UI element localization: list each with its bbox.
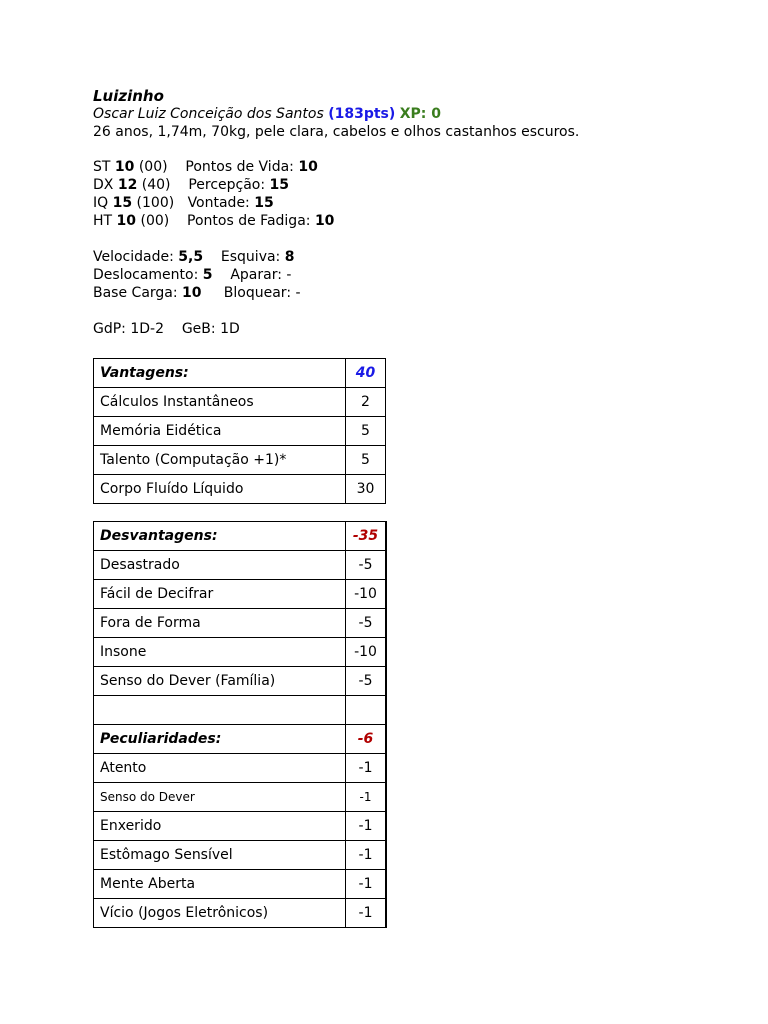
advantages-table — [93, 358, 386, 504]
advantage-cost: 5 — [346, 417, 386, 446]
empty-row — [94, 696, 387, 725]
character-name: Luizinho — [93, 87, 164, 105]
secondary-row-move: Deslocamento: 5 Aparar: - — [93, 267, 292, 283]
damage-line: GdP: 1D-2 GeB: 1D — [93, 321, 240, 337]
quirk-cost: -1 — [346, 899, 387, 928]
table-row — [94, 899, 387, 928]
disadvantages-header-row — [94, 522, 387, 551]
attribute-row-iq: IQ 15 (100) Vontade: 15 — [93, 195, 274, 211]
quirk-cost: -1 — [346, 870, 387, 899]
attributes-block — [93, 158, 334, 230]
quirk-name: Vício (Jogos Eletrônicos) — [94, 899, 346, 928]
advantages-header: Vantagens: — [94, 359, 346, 388]
xp-value: XP: 0 — [399, 106, 442, 122]
advantage-name: Talento (Computação +1)* — [94, 446, 346, 475]
table-row — [94, 841, 387, 870]
disadvantage-cost: -10 — [346, 638, 387, 667]
quirk-name: Estômago Sensível — [94, 841, 346, 870]
disadvantage-name: Senso do Dever (Família) — [94, 667, 346, 696]
attribute-row-dx: DX 12 (40) Percepção: 15 — [93, 177, 290, 193]
table-row — [94, 638, 387, 667]
quirk-cost: -1 — [346, 812, 387, 841]
disadvantage-name: Desastrado — [94, 551, 346, 580]
secondary-row-load: Base Carga: 10 Bloquear: - — [93, 285, 301, 301]
full-name: Oscar Luiz Conceição dos Santos — [93, 106, 324, 122]
character-subtitle — [93, 105, 441, 123]
quirk-cost: -1 — [346, 754, 387, 783]
character-description: 26 anos, 1,74m, 70kg, pele clara, cabelos e olhos castanhos escuros. — [93, 124, 580, 140]
advantage-name: Cálculos Instantâneos — [94, 388, 346, 417]
disadvantage-cost: -5 — [346, 551, 387, 580]
advantage-cost: 5 — [346, 446, 386, 475]
disadvantage-name: Fora de Forma — [94, 609, 346, 638]
disadvantage-cost: -5 — [346, 667, 387, 696]
empty-cell — [94, 696, 346, 725]
table-row — [94, 580, 387, 609]
disadvantage-cost: -5 — [346, 609, 387, 638]
quirks-header: Peculiaridades: — [94, 725, 346, 754]
table-row — [94, 812, 387, 841]
disadvantages-header: Desvantagens: — [94, 522, 346, 551]
disadvantage-name: Fácil de Decifrar — [94, 580, 346, 609]
disadvantage-cost: -10 — [346, 580, 387, 609]
secondary-row-speed: Velocidade: 5,5 Esquiva: 8 — [93, 249, 295, 265]
quirk-cost: -1 — [346, 841, 387, 870]
points-total: (183pts) — [328, 106, 396, 122]
table-row — [94, 754, 387, 783]
advantage-name: Memória Eidética — [94, 417, 346, 446]
disadvantages-total: -35 — [346, 522, 387, 551]
quirks-header-row — [94, 725, 387, 754]
table-row — [94, 388, 386, 417]
table-row — [94, 551, 387, 580]
quirk-cost: -1 — [346, 783, 387, 812]
table-row — [94, 475, 386, 504]
secondary-block — [93, 248, 301, 302]
table-row — [94, 446, 386, 475]
advantages-header-row — [94, 359, 386, 388]
empty-cell — [346, 696, 387, 725]
quirk-name: Senso do Dever — [94, 783, 346, 812]
table-row — [94, 609, 387, 638]
table-row — [94, 870, 387, 899]
disadvantage-name: Insone — [94, 638, 346, 667]
table-row — [94, 417, 386, 446]
advantage-name: Corpo Fluído Líquido — [94, 475, 346, 504]
quirk-name: Enxerido — [94, 812, 346, 841]
attribute-row-st: ST 10 (00) Pontos de Vida: 10 — [93, 159, 318, 175]
quirk-name: Atento — [94, 754, 346, 783]
disadvantages-table — [93, 521, 387, 928]
table-row — [94, 783, 387, 812]
quirks-total: -6 — [346, 725, 387, 754]
table-row — [94, 667, 387, 696]
quirk-name: Mente Aberta — [94, 870, 346, 899]
advantage-cost: 2 — [346, 388, 386, 417]
advantages-total: 40 — [346, 359, 386, 388]
attribute-row-ht: HT 10 (00) Pontos de Fadiga: 10 — [93, 213, 335, 229]
advantage-cost: 30 — [346, 475, 386, 504]
